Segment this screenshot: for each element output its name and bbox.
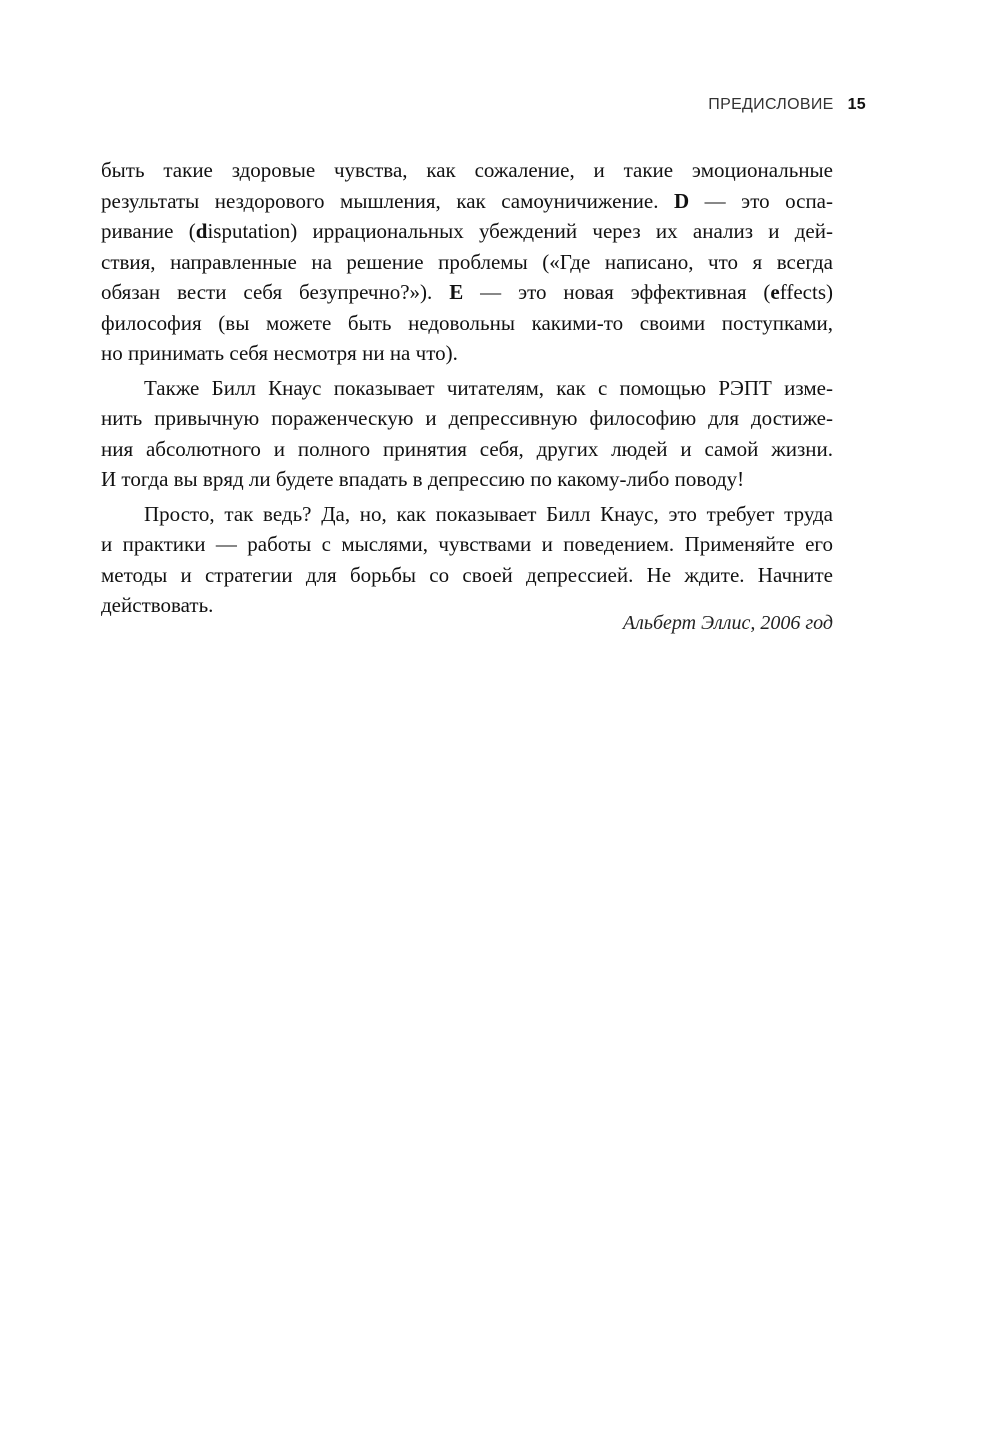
text-line: действовать.	[101, 593, 214, 617]
bold-letter: e	[770, 280, 780, 304]
text-line: быть такие здоровые чувства, как сожаление, и такие эмоциональные	[101, 158, 833, 182]
text-run: обязан вести себя безупречно?»).	[101, 280, 450, 304]
paragraph-1	[101, 155, 833, 369]
text-run: ffects)	[779, 280, 833, 304]
section-title: ПРЕДИСЛОВИЕ	[708, 96, 834, 113]
text-run: — это новая эффективная (	[463, 280, 771, 304]
text-line: Просто, так ведь? Да, но, как показывает Билл Кнаус, это требует труда	[144, 501, 833, 526]
text-run: результаты нездорового мышления, как самоуничижение.	[101, 188, 674, 213]
text-line: И тогда вы вряд ли будете впадать в депрессию по какому-либо поводу!	[101, 467, 745, 491]
text-run: — это оспа-	[689, 188, 833, 213]
text-run: ривание (	[101, 219, 196, 243]
signature: Альберт Эллис, 2006 год	[622, 612, 833, 634]
text-line: но принимать себя несмотря ни на что).	[101, 341, 458, 365]
page-number: 15	[847, 96, 866, 113]
bold-letter: D	[674, 188, 690, 213]
text-line: нить привычную пораженческую и депрессивную философию для достиже-	[101, 406, 833, 430]
text-line: Также Билл Кнаус показывает читателям, как с помощью РЭПТ изме-	[144, 375, 833, 400]
text-line: ствия, направленные на решение проблемы («Где написано, что я всегда	[101, 249, 833, 274]
paragraph-3	[101, 499, 833, 621]
paragraph-2	[101, 373, 833, 495]
text-line	[101, 277, 833, 308]
text-line: и практики — работы с мыслями, чувствами и поведением. Применяйте его	[101, 532, 833, 556]
bold-letter: d	[195, 219, 208, 243]
body-text	[101, 155, 833, 621]
text-line: ния абсолютного и полного принятия себя, других людей и самой жизни.	[101, 436, 833, 461]
text-line	[101, 216, 833, 247]
running-header	[708, 96, 866, 114]
text-run: isputation) иррациональных убеждений через их анализ и дей-	[207, 219, 833, 243]
bold-letter: E	[449, 280, 464, 304]
text-line: философия (вы можете быть недовольны какими-то своими поступками,	[101, 310, 833, 335]
text-line: методы и стратегии для борьбы со своей депрессией. Не ждите. Начните	[101, 562, 833, 587]
text-line	[101, 186, 833, 217]
